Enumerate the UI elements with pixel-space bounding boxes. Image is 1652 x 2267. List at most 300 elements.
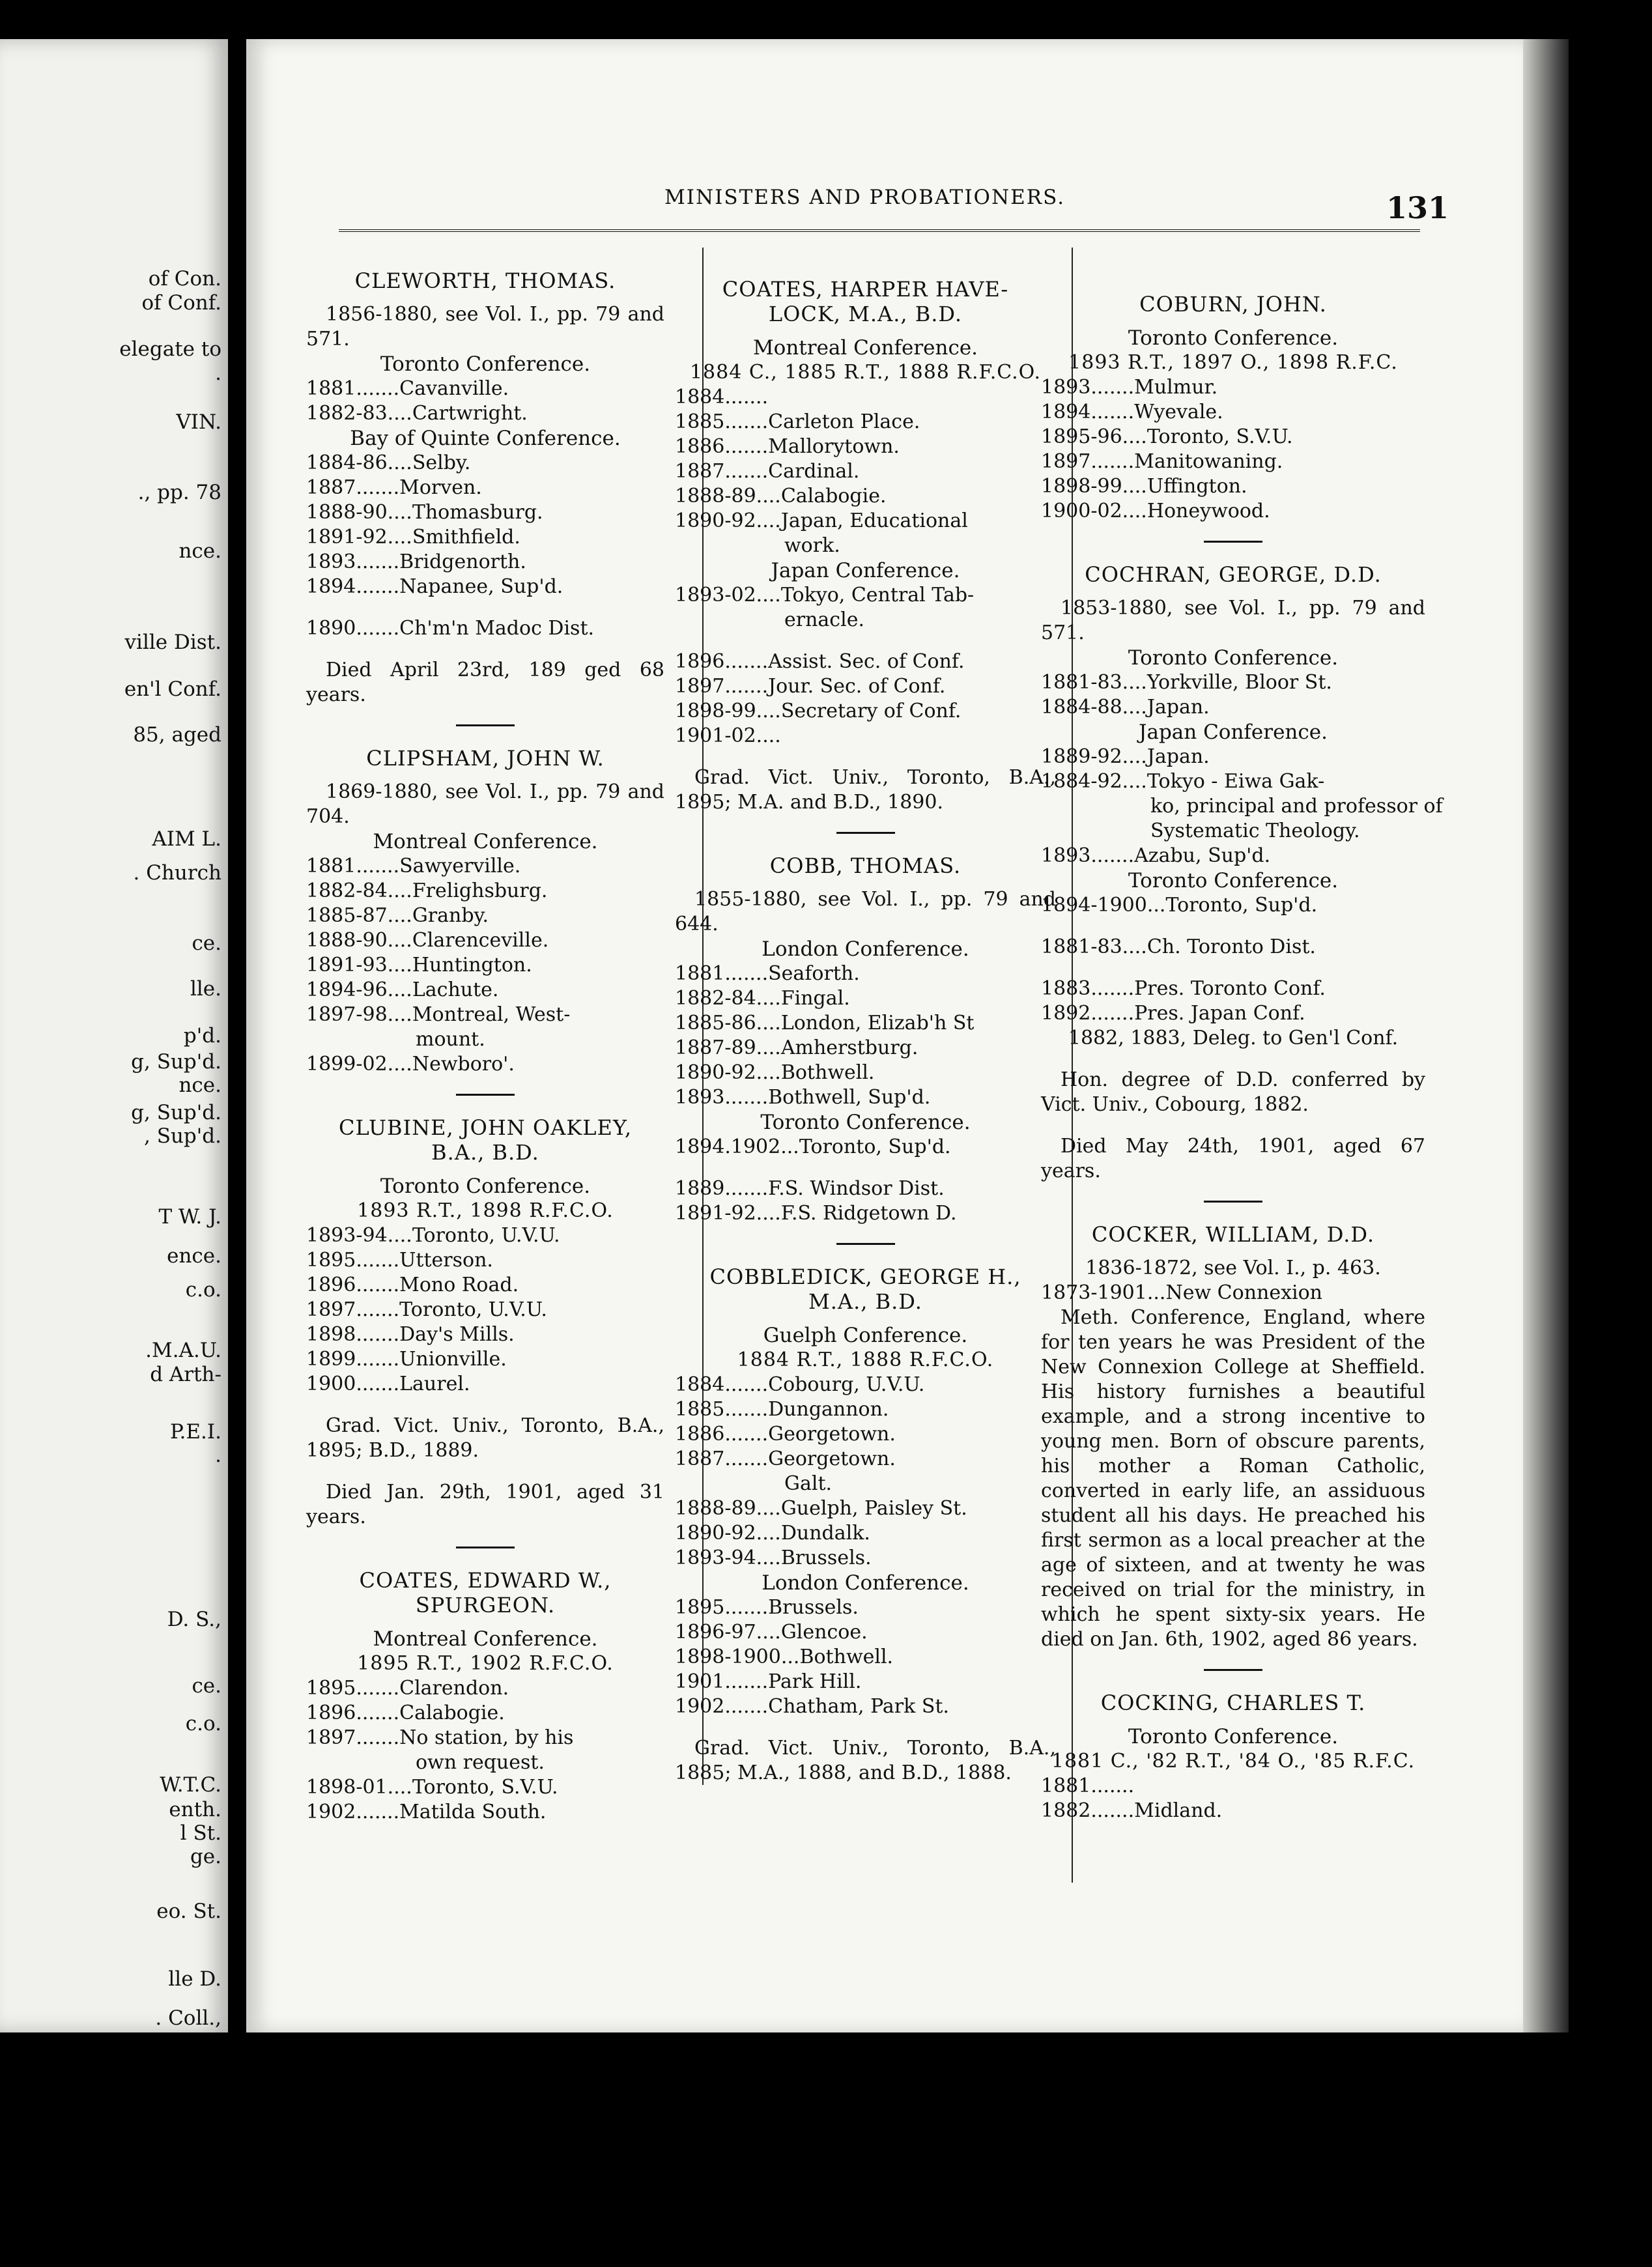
station-row — [306, 1800, 664, 1825]
station-place: Ch. Toronto Dist. — [1146, 935, 1316, 958]
entry-separator — [836, 832, 895, 834]
station-row — [306, 1298, 664, 1322]
station-year: 1885-87 — [306, 904, 388, 927]
station-place: F.S. Windsor Dist. — [768, 1177, 945, 1200]
leader-dots: .... — [756, 485, 781, 507]
minister-name: COBURN, JOHN. — [1139, 292, 1327, 317]
station-place: Glencoe. — [780, 1621, 868, 1644]
minister-name: CLIPSHAM, JOHN W. — [366, 746, 605, 771]
station-row — [306, 928, 664, 953]
left-page-fragment: of Conf. — [141, 291, 221, 315]
minister-name: CLUBINE, JOHN OAKLEY, — [339, 1115, 632, 1140]
spacer — [1041, 1117, 1425, 1134]
leader-dots: .... — [387, 1224, 412, 1247]
left-page-fragment: of Con. — [148, 267, 221, 291]
leader-dots: .... — [756, 987, 781, 1010]
left-page-fragment: ge. — [190, 1845, 221, 1868]
entry-note: Meth. Conference, England, where for ten years he was President of the New Connexion College at Sheffield. His history furnishes a beautiful example, and a strong incentive to young men. Born of obscure parents, his mother a Roman Catholic, converted in early life, an assiduous student all his days. He preached his first sermon as a local preacher at the age of sixteen, and at twenty he was received on trial for the ministry, in which he spent sixty-six years. He died on Jan. 6th, 1902, aged 86 years. — [1041, 1306, 1425, 1651]
station-row — [675, 674, 1056, 699]
station-row — [675, 986, 1056, 1011]
station-place: Honeywood. — [1146, 500, 1270, 522]
spacer — [675, 1719, 1056, 1736]
minister-entry — [1041, 292, 1425, 524]
station-row — [675, 1011, 1056, 1036]
entry-separator — [456, 1547, 515, 1548]
leader-dots: ....... — [356, 1348, 400, 1371]
leader-dots: ....... — [356, 1677, 400, 1700]
minister-name: COBB, THOMAS. — [769, 853, 961, 878]
leader-dots: ....... — [724, 1398, 769, 1421]
station-row — [1041, 769, 1425, 794]
station-place: Brussels. — [780, 1547, 872, 1569]
station-year: 1885 — [675, 410, 725, 433]
station-year: 1888-90 — [306, 501, 388, 524]
leader-dots: ....... — [724, 460, 769, 483]
minister-name: COCKING, CHARLES T. — [1100, 1690, 1366, 1715]
leader-dots: .... — [387, 402, 412, 425]
station-place: Brussels. — [768, 1596, 859, 1619]
station-year: 1901 — [675, 1670, 725, 1693]
station-place: Dungannon. — [768, 1398, 889, 1421]
minister-name: COCKER, WILLIAM, D.D. — [1091, 1222, 1375, 1247]
leader-dots: ....... — [724, 1086, 769, 1109]
station-place: F.S. Ridgetown D. — [780, 1202, 957, 1225]
minister-name: SPURGEON. — [415, 1593, 556, 1618]
station-year: 1895 — [306, 1677, 356, 1700]
station-place: Seaforth. — [768, 962, 860, 985]
conference-heading: Guelph Conference. — [763, 1324, 968, 1347]
station-continuation: own request. — [416, 1751, 545, 1774]
spacer — [675, 1160, 1056, 1176]
station-row — [306, 978, 664, 1003]
station-continuation: Systematic Theology. — [1150, 820, 1360, 842]
station-row — [306, 377, 664, 401]
station-year: 1881-83 — [1041, 671, 1122, 694]
leader-dots: ....... — [1090, 401, 1135, 423]
station-year: 1897 — [306, 1298, 356, 1321]
reception-line: 1881 C., '82 R.T., '84 O., '85 R.F.C. — [1051, 1750, 1416, 1773]
leader-dots: ....... — [1090, 1775, 1135, 1797]
station-place: Cartwright. — [412, 402, 528, 425]
conference-heading: Montreal Conference. — [752, 336, 978, 360]
leader-dots: .... — [387, 978, 412, 1001]
conference-heading: Toronto Conference. — [1128, 646, 1339, 670]
station-row — [1041, 449, 1425, 474]
station-row — [675, 1546, 1056, 1571]
spacer — [306, 1165, 664, 1174]
station-year: 1887 — [675, 1447, 725, 1470]
leader-dots: ... — [1146, 1281, 1166, 1304]
leader-dots: ....... — [724, 1596, 769, 1619]
station-place: Midland. — [1134, 1799, 1223, 1822]
leader-dots: .... — [1122, 696, 1147, 719]
station-year: 1895 — [675, 1596, 725, 1619]
station-year: 1891-92 — [675, 1202, 756, 1225]
spacer — [1041, 1247, 1425, 1256]
left-page-fragment: P.E.I. — [169, 1420, 221, 1444]
station-year: 1896 — [306, 1274, 356, 1296]
spacer — [675, 326, 1056, 335]
station-place: Montreal, West- — [412, 1003, 571, 1026]
station-place: Cobourg, U.V.U. — [768, 1373, 925, 1396]
leader-dots: ... — [780, 1135, 799, 1158]
entry-note: 1836-1872, see Vol. I., p. 463. — [1085, 1257, 1381, 1279]
entry-note: Grad. Vict. Univ., Toronto, B.A., 1895; B.D., 1889. — [306, 1414, 664, 1462]
station-year: 1890-92 — [675, 1522, 756, 1545]
reception-line: 1893 R.T., 1897 O., 1898 R.F.C. — [1068, 351, 1398, 374]
station-place: Bothwell. — [780, 1061, 875, 1084]
station-year: 1895 — [306, 1249, 356, 1272]
leader-dots: ....... — [1090, 977, 1135, 1000]
conference-heading: Toronto Conference. — [1128, 326, 1339, 350]
station-continuation: Galt. — [784, 1472, 833, 1495]
conference-heading: Montreal Conference. — [373, 1627, 598, 1651]
minister-name: COATES, EDWARD W., — [359, 1568, 612, 1593]
leader-dots: .... — [756, 1547, 781, 1569]
station-row — [675, 410, 1056, 435]
spacer — [1041, 960, 1425, 977]
station-row — [1041, 670, 1425, 695]
spacer — [1041, 1715, 1425, 1724]
leader-dots: .... — [756, 1061, 781, 1084]
station-place: Mallorytown. — [768, 435, 900, 458]
station-year: 1893 — [306, 550, 356, 573]
leader-dots: .... — [387, 526, 412, 549]
leader-dots: .... — [1122, 671, 1147, 694]
station-year: 1898-99 — [675, 700, 756, 722]
station-year: 1896-97 — [675, 1621, 756, 1644]
station-place: Morven. — [399, 476, 482, 499]
station-row — [675, 1620, 1056, 1645]
left-page-fragment: , Sup'd. — [144, 1124, 221, 1148]
leader-dots: .... — [756, 509, 781, 532]
leader-dots: ....... — [724, 962, 769, 985]
station-place: Huntington. — [412, 954, 532, 977]
station-row — [1041, 844, 1425, 868]
station-continuation: work. — [784, 534, 840, 557]
station-place: Jour. Sec. of Conf. — [768, 675, 946, 698]
leader-dots: ....... — [724, 1447, 769, 1470]
station-year: 1887 — [675, 460, 725, 483]
column-1 — [306, 268, 664, 1825]
station-year: 1887-89 — [675, 1036, 756, 1059]
station-row — [306, 854, 664, 879]
station-place: Mulmur. — [1134, 376, 1218, 399]
minister-entry — [1041, 562, 1443, 1184]
station-row — [1041, 1799, 1425, 1823]
station-year: 1882-83 — [306, 402, 388, 425]
station-year: 1897 — [675, 675, 725, 698]
left-page-fragment: . Church — [133, 861, 221, 885]
leader-dots: .... — [387, 954, 412, 977]
entry-note: Hon. degree of D.D. conferred by Vict. Univ., Cobourg, 1882. — [1041, 1068, 1425, 1116]
station-place: Bothwell. — [799, 1646, 894, 1668]
header-rule — [339, 229, 1420, 232]
leader-dots: .... — [1122, 425, 1147, 448]
leader-dots: .... — [756, 1621, 781, 1644]
station-place: Japan. — [1146, 745, 1210, 768]
station-row — [306, 575, 664, 599]
leader-dots: .... — [1122, 500, 1147, 522]
minister-entry — [675, 277, 1056, 815]
leader-dots: ....... — [356, 550, 400, 573]
station-row — [306, 1726, 664, 1750]
station-row — [1041, 499, 1425, 524]
station-row — [1041, 977, 1425, 1001]
left-page-fragment: .M.A.U. — [145, 1339, 221, 1362]
station-year: 1893-94 — [306, 1224, 388, 1247]
left-page-fragment: 85, aged — [133, 723, 221, 747]
station-place: Lachute. — [412, 978, 499, 1001]
leader-dots: ....... — [356, 1323, 400, 1346]
leader-dots: ....... — [356, 1274, 400, 1296]
station-year: 1881-83 — [1041, 935, 1122, 958]
entry-separator — [456, 724, 515, 726]
entry-separator — [1204, 1201, 1262, 1203]
station-place: Calabogie. — [780, 485, 887, 507]
entry-note: Grad. Vict. Univ., Toronto, B.A., 1895; M.A. and B.D., 1890. — [675, 766, 1056, 814]
leader-dots: ....... — [724, 1670, 769, 1693]
station-year: 1893 — [1041, 844, 1091, 867]
station-row — [306, 616, 664, 641]
minister-entry — [1041, 1690, 1425, 1823]
station-place: Tokyo - Eiwa Gak- — [1146, 770, 1325, 793]
station-year: 1900 — [306, 1373, 356, 1395]
station-year: 1894 — [1041, 401, 1091, 423]
station-year: 1898-99 — [1041, 475, 1122, 498]
station-place: Day's Mills. — [399, 1323, 515, 1346]
station-row — [306, 1223, 664, 1248]
left-page-fragment: elegate to — [119, 337, 221, 361]
station-year: 1897-98 — [306, 1003, 388, 1026]
station-place: Toronto, S.V.U. — [412, 1776, 558, 1799]
station-row — [306, 904, 664, 928]
running-head: MINISTERS AND PROBATIONERS. — [664, 186, 1066, 209]
station-year: 1900-02 — [1041, 500, 1122, 522]
left-page-fragment: . — [215, 1444, 221, 1467]
station-year: 1890-92 — [675, 1061, 756, 1084]
station-row — [1041, 935, 1425, 960]
station-row — [306, 500, 664, 525]
conference-heading: Japan Conference. — [771, 559, 960, 582]
left-page-fragment: ce. — [192, 932, 221, 955]
station-year: 1890 — [306, 617, 356, 640]
station-row — [675, 649, 1056, 674]
column-2 — [675, 277, 1056, 1786]
conference-heading: Montreal Conference. — [373, 830, 598, 853]
station-row — [675, 1135, 1056, 1160]
minister-entry — [1041, 1222, 1425, 1652]
conference-heading: Japan Conference. — [1139, 720, 1328, 744]
left-page-fragment: g, Sup'd. — [131, 1101, 221, 1124]
left-page-fragment: ville Dist. — [124, 631, 221, 654]
station-place: Toronto, U.V.U. — [399, 1298, 547, 1321]
station-place: Fingal. — [780, 987, 850, 1010]
station-year: 1884 — [675, 386, 725, 408]
leader-dots: .... — [387, 879, 412, 902]
leader-dots: .... — [387, 451, 412, 474]
minister-name: COCHRAN, GEORGE, D.D. — [1085, 562, 1382, 587]
station-year: 1881 — [306, 855, 356, 877]
minister-name: B.A., B.D. — [431, 1140, 539, 1165]
spacer — [1041, 317, 1425, 326]
left-page-fragment: T W. J. — [158, 1205, 221, 1229]
entry-note: 1869-1880, see Vol. I., pp. 79 and 704. — [306, 780, 664, 828]
left-page-fragment: c.o. — [185, 1712, 221, 1735]
entry-note: Died April 23rd, 189 ged 68 years. — [306, 659, 664, 706]
station-place: Manitowaning. — [1134, 450, 1283, 473]
station-row — [675, 1521, 1056, 1546]
leader-dots: ....... — [724, 1695, 769, 1718]
station-place: Azabu, Sup'd. — [1134, 844, 1271, 867]
leader-dots: ....... — [1090, 450, 1135, 473]
station-row — [1041, 745, 1425, 769]
station-year: 1899-02 — [306, 1053, 388, 1076]
leader-dots: ....... — [1090, 1002, 1135, 1025]
station-year: 1882-84 — [675, 987, 756, 1010]
station-year: 1883 — [1041, 977, 1091, 1000]
station-year: 1893-94 — [675, 1547, 756, 1569]
spacer — [675, 633, 1056, 649]
station-year: 1881 — [675, 962, 725, 985]
station-row — [306, 1775, 664, 1800]
station-year: 1891-93 — [306, 954, 388, 977]
station-row — [675, 1645, 1056, 1670]
entry-separator — [456, 1094, 515, 1096]
spacer — [306, 293, 664, 302]
minister-name: COBBLEDICK, GEORGE H., — [709, 1264, 1021, 1289]
station-year: 1891-92 — [306, 526, 388, 549]
spacer — [1041, 918, 1425, 935]
conference-heading: London Conference. — [762, 937, 969, 961]
reception-line: 1884 R.T., 1888 R.F.C.O. — [737, 1348, 994, 1371]
leader-dots: ....... — [356, 1298, 400, 1321]
spacer — [306, 1463, 664, 1480]
station-place: London, Elizab'h St — [780, 1012, 975, 1034]
entry-note: 1882, 1883, Deleg. to Gen'l Conf. — [1068, 1027, 1399, 1049]
leader-dots: .... — [387, 1776, 412, 1799]
station-place: Selby. — [412, 451, 471, 474]
left-page-fragment: . Coll., — [155, 2006, 221, 2030]
spacer — [306, 1618, 664, 1627]
conference-heading: Toronto Conference. — [380, 1175, 591, 1198]
leader-dots: ....... — [356, 476, 400, 499]
station-place: Sawyerville. — [399, 855, 521, 877]
leader-dots: ....... — [1090, 1799, 1135, 1822]
station-year: 1901-02 — [675, 724, 756, 747]
station-year: 1893-02 — [675, 584, 756, 606]
station-place: Thomasburg. — [412, 501, 543, 524]
leader-dots: .... — [756, 1202, 781, 1225]
leader-dots: ... — [1146, 894, 1166, 917]
station-row — [675, 724, 1056, 749]
station-row — [1041, 695, 1425, 720]
left-page-fragment: nce. — [178, 1074, 221, 1097]
leader-dots: .... — [387, 904, 412, 927]
left-page-fragment: nce. — [178, 539, 221, 563]
leader-dots: ....... — [724, 1373, 769, 1396]
station-row — [306, 1322, 664, 1347]
station-year: 1897 — [1041, 450, 1091, 473]
station-place: Georgetown. — [768, 1447, 896, 1470]
minister-entry — [306, 1568, 664, 1825]
station-row — [306, 1372, 664, 1397]
station-continuation: mount. — [416, 1028, 485, 1051]
station-year: 1888-89 — [675, 485, 756, 507]
station-row — [675, 1397, 1056, 1422]
station-continuation: ko, principal and professor of — [1150, 795, 1443, 818]
minister-entry — [306, 746, 664, 1077]
station-year: 1882-84 — [306, 879, 388, 902]
station-year: 1894-1900 — [1041, 894, 1147, 917]
spacer — [306, 1397, 664, 1414]
column-3 — [1041, 292, 1443, 1823]
station-year: 1887 — [306, 476, 356, 499]
left-page-fragment: eo. St. — [156, 1900, 221, 1923]
left-page-fragment: p'd. — [183, 1024, 221, 1048]
minister-name: LOCK, M.A., B.D. — [768, 302, 963, 326]
station-place: Bridgenorth. — [399, 550, 526, 573]
station-place: Toronto, Sup'd. — [1165, 894, 1318, 917]
station-row — [675, 484, 1056, 509]
conference-heading: Toronto Conference. — [760, 1111, 971, 1134]
station-row — [675, 1422, 1056, 1447]
station-place: Calabogie. — [399, 1702, 505, 1724]
leader-dots: ... — [780, 1646, 800, 1668]
station-place: Chatham, Park St. — [768, 1695, 949, 1718]
minister-name: COATES, HARPER HAVE- — [722, 277, 1009, 302]
station-year: 1902 — [306, 1801, 356, 1823]
entry-note: 1855-1880, see Vol. I., pp. 79 and 644. — [675, 888, 1056, 935]
station-place: Japan. — [1146, 696, 1210, 719]
spacer — [675, 878, 1056, 887]
station-row — [675, 1085, 1056, 1110]
leader-dots: ....... — [356, 1702, 400, 1724]
station-year: 1894.1902 — [675, 1135, 781, 1158]
station-continuation: ernacle. — [784, 608, 864, 631]
station-place: Unionville. — [399, 1348, 507, 1371]
station-row — [306, 476, 664, 500]
station-year: 1884 — [675, 1373, 725, 1396]
conference-heading: Toronto Conference. — [380, 352, 591, 376]
station-row — [1041, 474, 1425, 499]
reception-line: 1884 C., 1885 R.T., 1888 R.F.C.O. — [689, 361, 1042, 384]
station-year: 1889-92 — [1041, 745, 1122, 768]
station-place: Cavanville. — [399, 377, 509, 400]
station-place: Napanee, Sup'd. — [399, 575, 563, 598]
left-page-fragment: . — [215, 362, 221, 385]
station-row — [675, 1496, 1056, 1521]
station-place: Frelighsburg. — [412, 879, 548, 902]
station-row — [675, 1595, 1056, 1620]
left-page-fragment: ce. — [192, 1674, 221, 1698]
station-year: 1902 — [675, 1695, 725, 1718]
station-year: 1885 — [675, 1398, 725, 1421]
station-row — [306, 525, 664, 550]
left-page-fragment: VIN. — [176, 410, 221, 434]
left-page-fragment: lle. — [190, 977, 221, 1001]
station-place: Dundalk. — [780, 1522, 870, 1545]
station-year: 1899 — [306, 1348, 356, 1371]
station-year: 1888-89 — [675, 1497, 756, 1520]
book-spine — [1523, 39, 1569, 2032]
entry-note: 1853-1880, see Vol. I., pp. 79 and 571. — [1041, 597, 1425, 644]
minister-entry — [675, 853, 1056, 1226]
station-row — [1041, 1281, 1425, 1305]
leader-dots: .... — [756, 700, 781, 722]
station-year: 1873-1901 — [1041, 1281, 1147, 1304]
leader-dots: ....... — [356, 1801, 400, 1823]
